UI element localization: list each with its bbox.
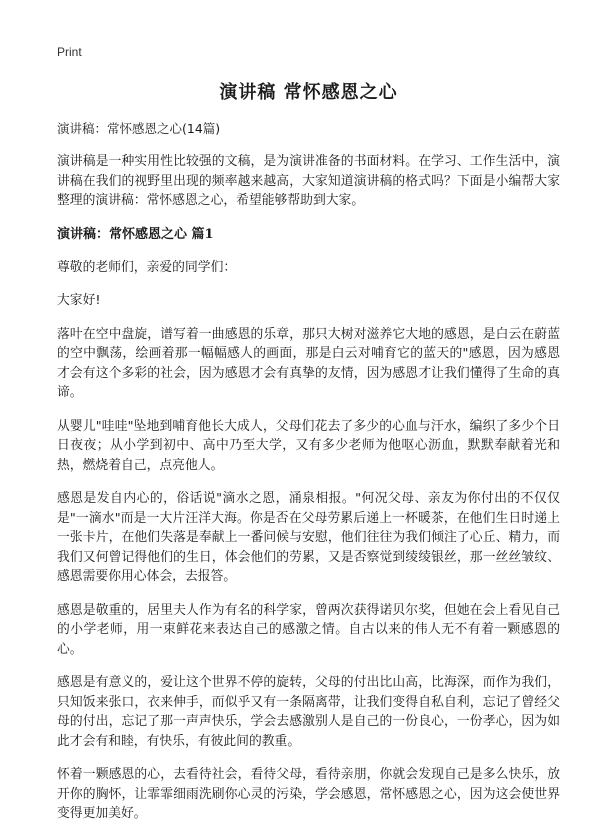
intro-paragraph: 演讲稿是一种实用性比较强的文稿，是为演讲准备的书面材料。在学习、工作生活中，演讲稿在我们的视野里出现的频率越来越高，大家知道演讲稿的格式吗？下面是小编帮大家整理的演讲稿：常怀感恩之心，希望能够帮助到大家。 — [57, 154, 560, 208]
body-paragraph-3: 感恩是发自内心的，俗话说"滴水之恩，涌泉相报。"何况父母、亲友为你付出的不仅仅是"一滴水"而是一大片汪洋大海。你是否在父母劳累后递上一杯暖茶，在他们生日时递上一张卡片，在他们失落是奉献上一番问候与安慰，他们往往为我们倾注了心丘、精力，而我们又何曾记得他们的生日，体会他们的劳累，又是否察觉到绫绫银丝，那一丝丝皱纹、感恩需要你用心体会，去报答。 — [57, 491, 560, 584]
body-paragraph-5: 感恩是有意义的，爱让这个世界不停的旋转，父母的付出比山高，比海深，而作为我们，只知饭来张口，衣来伸手，而似乎又有一条隔离带，让我们变得自私自利，忘记了曾经父母的付出，忘记了那一声声快乐，学会去感激别人是自己的一份良心，一份孝心，因为如此才会有和睦，有快乐，有彼此间的教重。 — [57, 675, 560, 749]
body-paragraph-1: 落叶在空中盘旋，谱写着一曲感恩的乐章，那只大树对滋养它大地的感恩，是白云在蔚蓝的空中飘荡，绘画着那一幅幅感人的画面，那是白云对哺育它的蓝天的"感恩，因为感恩才会有这个多彩的社会，因为感恩才会有真挚的友情，因为感恩才让我们懂得了生命的真谛。 — [57, 326, 560, 400]
hello-paragraph: 大家好! — [57, 293, 101, 308]
body-paragraph-2: 从婴儿"哇哇"坠地到哺育他长大成人，父母们花去了多少的心血与汗水，编织了多少个日日夜夜；从小学到初中、高中乃至大学，又有多少老师为他呕心沥血，默默奉献着光和热，燃烧着自己，点亮他人。 — [57, 418, 560, 473]
print-link[interactable]: Print — [57, 45, 82, 59]
body-paragraph-4: 感恩是敬重的，居里夫人作为有名的科学家，曾两次获得诺贝尔奖，但她在会上看见自己的小学老师，用一束鲜花来表达自己的感激之情。自古以来的伟人无不有着一颗感恩的心。 — [57, 602, 560, 657]
section-heading: 演讲稿：常怀感恩之心 篇1 — [57, 226, 214, 242]
body-paragraph-6: 怀着一颗感恩的心，去看待社会，看待父母，看待亲朋，你就会发现自己是多么快乐，放开你的胸怀，让霏霏细雨洗刷你心灵的污染，学会感恩，常怀感恩之心，因为这会使世界变得更加美好。 — [57, 767, 560, 821]
document-subtitle: 演讲稿：常怀感恩之心(14篇) — [57, 121, 221, 136]
page-title: 演讲稿 常怀感恩之心 — [219, 82, 398, 103]
greeting-paragraph: 尊敬的老师们，亲爱的同学们： — [57, 259, 237, 275]
